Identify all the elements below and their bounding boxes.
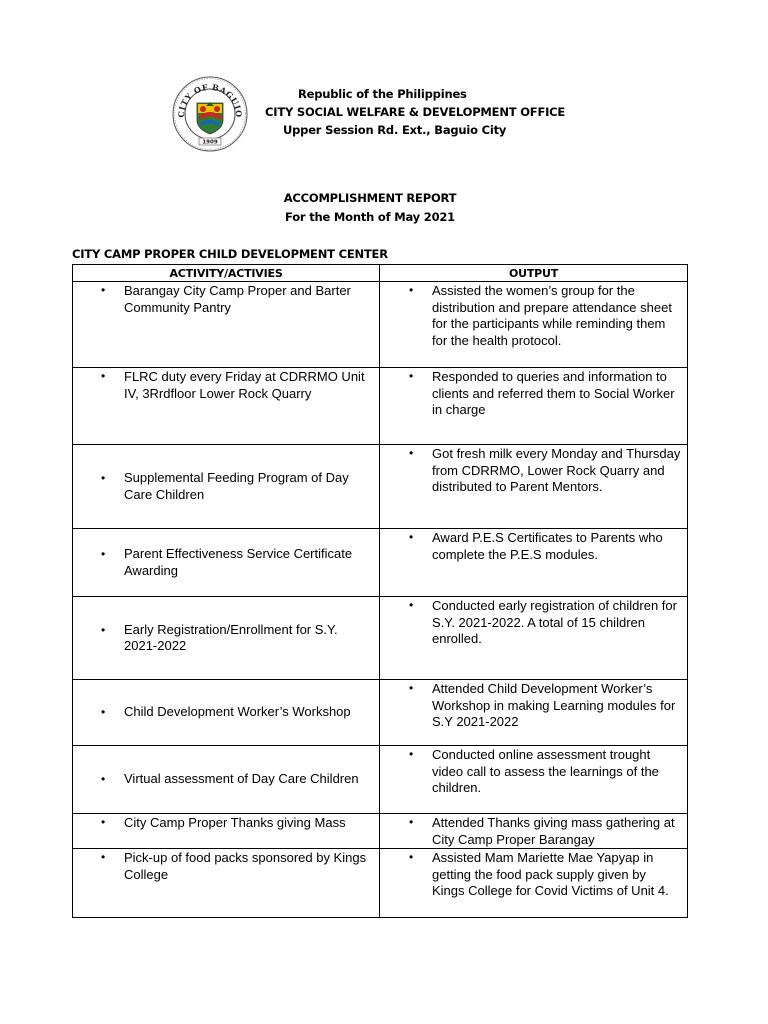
- bullet-icon: •: [101, 283, 106, 297]
- output-cell: [380, 814, 688, 849]
- activity-cell: [73, 368, 380, 445]
- output-text: Assisted the women’s group for the distribution and prepare attendance sheet for the participants while reminding them for the health protocol.: [432, 283, 672, 348]
- bullet-icon: •: [409, 815, 414, 829]
- bullet-icon: •: [409, 283, 414, 297]
- activity-text: FLRC duty every Friday at CDRRMO Unit IV, 3Rrdfloor Lower Rock Quarry: [124, 369, 365, 401]
- report-period: For the Month of May 2021: [285, 210, 455, 224]
- output-text: Attended Thanks giving mass gathering at City Camp Proper Barangay: [432, 815, 675, 847]
- column-header-output: OUTPUT: [380, 265, 688, 282]
- output-cell: [380, 680, 688, 746]
- activity-cell: [73, 680, 380, 746]
- activity-cell: [73, 282, 380, 368]
- table-row: [73, 445, 688, 529]
- bullet-icon: •: [409, 369, 414, 383]
- output-text: Conducted online assessment trought video call to assess the learnings of the children.: [432, 747, 659, 795]
- output-cell: [380, 746, 688, 814]
- bullet-icon: •: [101, 850, 106, 864]
- bullet-icon: •: [409, 681, 414, 695]
- output-text: Assisted Mam Mariette Mae Yapyap in getting the food pack supply given by Kings College for Covid Victims of Unit 4.: [432, 850, 669, 898]
- bullet-icon: •: [409, 446, 414, 460]
- activity-cell: [73, 746, 380, 814]
- bullet-icon: •: [409, 598, 414, 612]
- bullet-icon: •: [101, 471, 106, 485]
- table-row: [73, 368, 688, 445]
- column-header-activity: ACTIVITY/ACTIVIES: [73, 265, 380, 282]
- output-text: Responded to queries and information to clients and referred them to Social Worker in charge: [432, 369, 675, 417]
- output-text: Attended Child Development Worker’s Workshop in making Learning modules for S.Y 2021-2022: [432, 681, 676, 729]
- activity-cell: [73, 529, 380, 597]
- bullet-icon: •: [409, 747, 414, 761]
- bullet-icon: •: [409, 530, 414, 544]
- output-cell: [380, 282, 688, 368]
- activity-text: Pick-up of food packs sponsored by Kings College: [124, 850, 367, 882]
- activity-text: City Camp Proper Thanks giving Mass: [124, 815, 346, 830]
- table-row: [73, 746, 688, 814]
- header-republic: Republic of the Philippines: [298, 87, 467, 101]
- table-row: [73, 529, 688, 597]
- output-cell: [380, 445, 688, 529]
- header-address: Upper Session Rd. Ext., Baguio City: [283, 123, 507, 137]
- header-office-name: CITY SOCIAL WELFARE & DEVELOPMENT OFFICE: [265, 105, 566, 119]
- center-name: CITY CAMP PROPER CHILD DEVELOPMENT CENTER: [72, 247, 388, 261]
- activity-text: Child Development Worker’s Workshop: [124, 704, 351, 720]
- bullet-icon: •: [101, 705, 106, 720]
- output-text: Conducted early registration of children for S.Y. 2021-2022. A total of 15 children enrolled.: [432, 598, 677, 646]
- table-header-row: [73, 265, 688, 282]
- bullet-icon: •: [101, 369, 106, 383]
- table-row: [73, 680, 688, 746]
- bullet-icon: •: [101, 622, 106, 637]
- activity-text: Supplemental Feeding Program of Day Care Children: [124, 470, 349, 502]
- output-cell: [380, 849, 688, 918]
- output-cell: [380, 529, 688, 597]
- city-of-baguio-seal: [172, 76, 248, 152]
- activity-cell: [73, 597, 380, 680]
- activity-text: Parent Effectiveness Service Certificate Awarding: [124, 546, 353, 578]
- table-row: [73, 282, 688, 368]
- activity-text: Virtual assessment of Day Care Children: [124, 771, 359, 787]
- output-text: Got fresh milk every Monday and Thursday from CDRRMO, Lower Rock Quarry and distributed to Parent Mentors.: [432, 446, 681, 494]
- accomplishment-table: [72, 264, 688, 918]
- output-cell: [380, 368, 688, 445]
- table-row: [73, 814, 688, 849]
- table-row: [73, 597, 688, 680]
- activity-cell: [73, 445, 380, 529]
- output-text: Award P.E.S Certificates to Parents who complete the P.E.S modules.: [432, 530, 663, 562]
- svg-text:1909: 1909: [202, 139, 218, 146]
- bullet-icon: •: [101, 547, 106, 561]
- activity-cell: [73, 814, 380, 849]
- activity-cell: [73, 849, 380, 918]
- bullet-icon: •: [101, 772, 106, 787]
- output-cell: [380, 597, 688, 680]
- report-title: ACCOMPLISHMENT REPORT: [283, 191, 457, 205]
- activity-text: Barangay City Camp Proper and Barter Community Pantry: [124, 283, 351, 315]
- bullet-icon: •: [409, 850, 414, 864]
- table-row: [73, 849, 688, 918]
- svg-text:CITY OF BAGUIO: CITY OF BAGUIO: [175, 81, 245, 118]
- activity-text: Early Registration/Enrollment for S.Y. 2021-2022: [124, 621, 338, 653]
- bullet-icon: •: [101, 815, 106, 829]
